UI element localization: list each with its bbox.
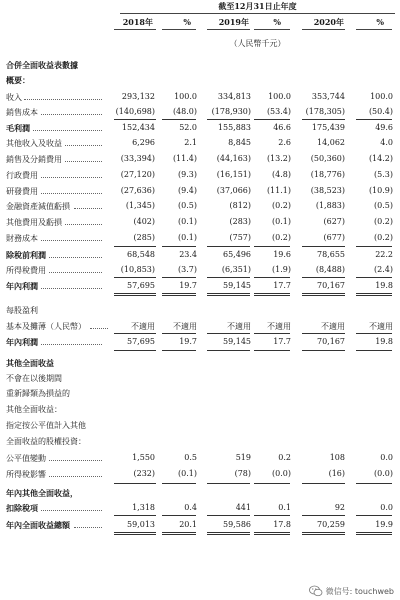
pct-2020-cell: (0.2) xyxy=(374,217,393,226)
subtotal-rule xyxy=(207,350,250,351)
value-2020-cell: 70,167 xyxy=(317,337,345,346)
pct-2019-cell: 46.6 xyxy=(273,123,291,132)
value-2019-cell: 59,586 xyxy=(223,520,251,529)
pct-header-2020: % xyxy=(376,17,384,27)
pct-2020-cell: 100.0 xyxy=(370,92,393,101)
value-2020-cell: (16) xyxy=(328,469,345,478)
subtotal-rule xyxy=(254,350,290,351)
value-2019-cell: (283) xyxy=(229,217,251,226)
subtotal-rule xyxy=(356,483,392,484)
pct-2020-cell: 0.0 xyxy=(380,453,393,462)
table-row xyxy=(0,386,400,401)
value-2020-cell: 78,655 xyxy=(317,250,345,259)
pct-2018-cell: (48.0) xyxy=(172,107,197,116)
subtotal-rule xyxy=(114,119,156,120)
value-2020-cell: (50,360) xyxy=(310,154,345,163)
value-2020-cell: (677) xyxy=(323,233,345,242)
pct-2020-cell: 49.6 xyxy=(375,123,393,132)
pct-2020-cell: (0.0) xyxy=(374,469,393,478)
subtotal-rule xyxy=(114,246,156,247)
subtotal-rule xyxy=(254,246,290,247)
table-row xyxy=(0,279,400,294)
row-label: 重新歸類為損益的 xyxy=(6,389,70,398)
value-2020-cell: 不適用 xyxy=(321,322,345,331)
table-row xyxy=(0,319,400,334)
row-label: 基本及攤薄（人民幣） xyxy=(6,322,86,331)
value-2020-cell: (627) xyxy=(323,217,345,226)
subtotal-rule xyxy=(356,119,392,120)
value-2018-cell: 6,296 xyxy=(132,138,155,147)
pct-2020-cell: 19.9 xyxy=(375,520,393,529)
value-2020-cell: 70,259 xyxy=(317,520,345,529)
year-header-2020: 2020年 xyxy=(313,17,344,27)
table-row xyxy=(0,371,400,386)
value-2019-cell: (16,151) xyxy=(216,170,251,179)
pct-2020-cell: 0.0 xyxy=(380,503,393,512)
row-label: 全面收益的股權投資： xyxy=(6,437,86,446)
subtotal-rule xyxy=(254,515,290,516)
pct-2018-cell: (11.4) xyxy=(172,154,197,163)
pct-2018-cell: 2.1 xyxy=(184,138,197,147)
pct-2018-cell: (0.1) xyxy=(178,233,197,242)
pct-2018-cell: 0.5 xyxy=(184,453,197,462)
table-row xyxy=(0,152,400,167)
subtotal-rule xyxy=(302,350,345,351)
pct-2019-cell: 不適用 xyxy=(267,322,291,331)
row-label: 其他全面收益 xyxy=(6,358,54,368)
table-row xyxy=(0,121,400,136)
pct-2018-cell: 52.0 xyxy=(179,123,197,132)
pct-header-2019: % xyxy=(273,17,281,27)
subtotal-rule xyxy=(302,277,345,278)
pct-2019-cell: (1.9) xyxy=(272,265,291,274)
table-row xyxy=(0,518,400,533)
total-double-rule xyxy=(254,293,290,296)
table-row xyxy=(0,434,400,449)
row-label: 行政費用 xyxy=(6,171,38,180)
row-label: 扣除稅項 xyxy=(6,503,38,513)
row-label: 年內其他全面收益， xyxy=(6,488,78,498)
pct-2019-cell: (0.1) xyxy=(272,217,291,226)
year-header-row xyxy=(0,17,400,29)
table-row xyxy=(0,451,400,466)
value-2018-cell: (27,636) xyxy=(120,186,155,195)
subtotal-rule xyxy=(302,119,345,120)
value-2018-cell: 59,013 xyxy=(127,520,155,529)
value-2018-cell: (10,853) xyxy=(120,265,155,274)
value-2020-cell: (8,488) xyxy=(315,265,345,274)
pct-2018-cell: 不適用 xyxy=(173,322,197,331)
table-row xyxy=(0,105,400,120)
pct-header-2018: % xyxy=(183,17,191,27)
year-header-2018: 2018年 xyxy=(122,17,153,27)
period-header-rule xyxy=(120,13,395,14)
subtotal-rule xyxy=(162,119,196,120)
value-2020-cell: 92 xyxy=(334,503,345,512)
pct-2020-cell: (0.5) xyxy=(374,201,393,210)
value-2019-cell: (44,163) xyxy=(216,154,251,163)
total-double-rule xyxy=(162,293,196,296)
pct-2020-cell: (2.4) xyxy=(374,265,393,274)
subtotal-rule xyxy=(162,515,196,516)
subtotal-rule xyxy=(114,277,156,278)
total-double-rule xyxy=(356,293,392,296)
table-row xyxy=(0,58,400,73)
value-2020-cell: (18,776) xyxy=(310,170,345,179)
value-2018-cell: (402) xyxy=(133,217,155,226)
total-double-rule xyxy=(254,532,290,535)
total-double-rule xyxy=(114,532,156,535)
pct-2020-cell: (10.9) xyxy=(368,186,393,195)
value-2020-cell: (1,883) xyxy=(315,201,345,210)
pct-2019-cell: 19.6 xyxy=(273,250,291,259)
subtotal-rule xyxy=(302,246,345,247)
watermark-text: 微信号: touchweb xyxy=(325,586,394,596)
pct-2019-cell: (4.8) xyxy=(272,170,291,179)
subtotal-rule xyxy=(162,350,196,351)
value-2019-cell: 519 xyxy=(235,453,251,462)
value-2018-cell: 293,132 xyxy=(121,92,155,101)
total-double-rule xyxy=(114,293,156,296)
subtotal-rule xyxy=(162,483,196,484)
subtotal-rule xyxy=(207,483,250,484)
value-2019-cell: (37,066) xyxy=(216,186,251,195)
value-2019-cell: 65,496 xyxy=(223,250,251,259)
table-row xyxy=(0,73,400,88)
pct-2020-cell: (14.2) xyxy=(368,154,393,163)
pct-2018-cell: (0.1) xyxy=(178,217,197,226)
row-label: 其他全面收益： xyxy=(6,405,62,414)
table-row xyxy=(0,467,400,482)
table-row xyxy=(0,335,400,350)
value-2020-cell: 70,167 xyxy=(317,281,345,290)
pct-2020-cell: 4.0 xyxy=(380,138,393,147)
pct-2019-cell: (0.2) xyxy=(272,233,291,242)
subtotal-rule xyxy=(254,119,290,120)
value-2018-cell: 57,695 xyxy=(127,337,155,346)
value-2018-cell: (140,698) xyxy=(115,107,155,116)
row-label: 年內利潤 xyxy=(6,281,38,291)
subtotal-rule xyxy=(254,333,290,334)
value-2019-cell: 59,145 xyxy=(223,337,251,346)
value-2018-cell: 152,434 xyxy=(121,123,155,132)
row-label: 研發費用 xyxy=(6,187,38,196)
subtotal-rule xyxy=(254,277,290,278)
pct-2020-cell: 不適用 xyxy=(369,322,393,331)
wechat-icon xyxy=(309,585,323,597)
period-header: 截至12月31日止年度 xyxy=(218,1,297,11)
subtotal-rule xyxy=(207,119,250,120)
pct-2018-cell: (9.3) xyxy=(178,170,197,179)
table-row xyxy=(0,199,400,214)
table-row xyxy=(0,501,400,516)
table-row xyxy=(0,263,400,278)
row-label: 年內利潤 xyxy=(6,337,38,347)
subtotal-rule xyxy=(254,483,290,484)
pct-2020-cell: 19.8 xyxy=(375,337,393,346)
value-2020-cell: 14,062 xyxy=(317,138,345,147)
pct-2019-cell: (0.2) xyxy=(272,201,291,210)
row-label: 公平值變動 xyxy=(6,454,46,463)
value-2019-cell: 441 xyxy=(235,503,251,512)
row-label: 財務成本 xyxy=(6,234,38,243)
value-2018-cell: (27,120) xyxy=(120,170,155,179)
table-row xyxy=(0,303,400,318)
value-2018-cell: (285) xyxy=(133,233,155,242)
value-2018-cell: 1,318 xyxy=(132,503,155,512)
subtotal-rule xyxy=(162,246,196,247)
total-double-rule xyxy=(356,532,392,535)
pct-2018-cell: (9.4) xyxy=(178,186,197,195)
pct-2019-cell: 17.7 xyxy=(273,337,291,346)
subtotal-rule xyxy=(162,277,196,278)
pct-2020-cell: (5.3) xyxy=(374,170,393,179)
value-2018-cell: 57,695 xyxy=(127,281,155,290)
row-label: 除稅前利潤 xyxy=(6,250,46,260)
pct-2020-cell: 22.2 xyxy=(375,250,393,259)
pct-2019-cell: (0.0) xyxy=(272,469,291,478)
subtotal-rule xyxy=(207,246,250,247)
total-double-rule xyxy=(207,293,250,296)
row-label: 銷售及分銷費用 xyxy=(6,155,62,164)
table-row xyxy=(0,168,400,183)
value-2019-cell: (178,930) xyxy=(211,107,251,116)
table-row xyxy=(0,90,400,105)
table-row xyxy=(0,356,400,371)
value-2018-cell: 1,550 xyxy=(132,453,155,462)
value-2020-cell: (38,523) xyxy=(310,186,345,195)
total-double-rule xyxy=(302,293,345,296)
table-row xyxy=(0,136,400,151)
value-2019-cell: (812) xyxy=(229,201,251,210)
subtotal-rule xyxy=(114,350,156,351)
pct-2019-cell: 17.7 xyxy=(273,281,291,290)
row-label: 所得稅影響 xyxy=(6,470,46,479)
subtotal-rule xyxy=(114,515,156,516)
row-label: 毛利潤 xyxy=(6,123,30,133)
subtotal-rule xyxy=(302,515,345,516)
value-2020-cell: 108 xyxy=(329,453,345,462)
pct-2018-cell: 19.7 xyxy=(179,337,197,346)
value-2018-cell: 不適用 xyxy=(131,322,155,331)
value-2019-cell: (78) xyxy=(234,469,251,478)
row-label: 不會在以後期間 xyxy=(6,374,62,383)
row-label: 合併全面收益表數據 xyxy=(6,60,78,70)
pct-2019-cell: 17.8 xyxy=(273,520,291,529)
table-row xyxy=(0,184,400,199)
watermark xyxy=(309,584,394,598)
total-double-rule xyxy=(162,532,196,535)
value-2019-cell: (757) xyxy=(229,233,251,242)
year-header-2019: 2019年 xyxy=(218,17,249,27)
pct-2019-cell: 0.1 xyxy=(278,503,291,512)
pct-2019-cell: (53.4) xyxy=(266,107,291,116)
table-row xyxy=(0,215,400,230)
pct-2020-cell: (50.4) xyxy=(368,107,393,116)
subtotal-rule xyxy=(162,333,196,334)
subtotal-rule xyxy=(302,483,345,484)
value-2020-cell: 353,744 xyxy=(311,92,345,101)
total-double-rule xyxy=(302,532,345,535)
value-2020-cell: (178,305) xyxy=(305,107,345,116)
value-2018-cell: (33,394) xyxy=(120,154,155,163)
pct-2018-cell: (0.1) xyxy=(178,469,197,478)
pct-2020-cell: 19.8 xyxy=(375,281,393,290)
value-2019-cell: 334,813 xyxy=(217,92,251,101)
value-2019-cell: 155,883 xyxy=(217,123,251,132)
value-2020-cell: 175,439 xyxy=(311,123,345,132)
row-label: 其他收入及收益 xyxy=(6,139,62,148)
value-2019-cell: 不適用 xyxy=(227,322,251,331)
row-label: 其他費用及虧損 xyxy=(6,218,62,227)
pct-2018-cell: 100.0 xyxy=(174,92,197,101)
row-label: 每股盈利 xyxy=(6,306,38,315)
subtotal-rule xyxy=(356,515,392,516)
pct-2019-cell: 100.0 xyxy=(268,92,291,101)
pct-2018-cell: 19.7 xyxy=(179,281,197,290)
subtotal-rule xyxy=(114,483,156,484)
total-double-rule xyxy=(207,532,250,535)
subtotal-rule xyxy=(356,246,392,247)
subtotal-rule xyxy=(114,333,156,334)
subtotal-rule xyxy=(302,333,345,334)
value-2019-cell: (6,351) xyxy=(221,265,251,274)
subtotal-rule xyxy=(207,277,250,278)
subtotal-rule xyxy=(356,333,392,334)
pct-2018-cell: 23.4 xyxy=(179,250,197,259)
row-label: 年內全面收益總額 xyxy=(6,520,70,530)
pct-2019-cell: (13.2) xyxy=(266,154,291,163)
currency-unit-label: （人民幣千元） xyxy=(229,39,286,48)
pct-2018-cell: 0.4 xyxy=(184,503,197,512)
pct-2018-cell: 20.1 xyxy=(179,520,197,529)
row-label: 所得稅費用 xyxy=(6,266,46,275)
value-2018-cell: (232) xyxy=(133,469,155,478)
row-label: 概要： xyxy=(6,75,30,85)
pct-2018-cell: (0.5) xyxy=(178,201,197,210)
value-2019-cell: 8,845 xyxy=(228,138,251,147)
value-2019-cell: 59,145 xyxy=(223,281,251,290)
row-label: 收入 xyxy=(6,93,22,102)
row-label: 金融資產減值虧損 xyxy=(6,202,70,211)
pct-2020-cell: (0.2) xyxy=(374,233,393,242)
subtotal-rule xyxy=(356,277,392,278)
table-row xyxy=(0,248,400,263)
subtotal-rule xyxy=(356,350,392,351)
value-2018-cell: (1,345) xyxy=(125,201,155,210)
table-row xyxy=(0,402,400,417)
table-row xyxy=(0,486,400,501)
row-label: 銷售成本 xyxy=(6,108,38,117)
value-2018-cell: 68,548 xyxy=(127,250,155,259)
pct-2019-cell: 2.6 xyxy=(278,138,291,147)
row-label: 指定按公平值計入其他 xyxy=(6,421,86,430)
table-row xyxy=(0,418,400,433)
pct-2019-cell: 0.2 xyxy=(278,453,291,462)
pct-2019-cell: (11.1) xyxy=(266,186,291,195)
subtotal-rule xyxy=(207,515,250,516)
table-row xyxy=(0,231,400,246)
pct-2018-cell: (3.7) xyxy=(178,265,197,274)
subtotal-rule xyxy=(207,333,250,334)
